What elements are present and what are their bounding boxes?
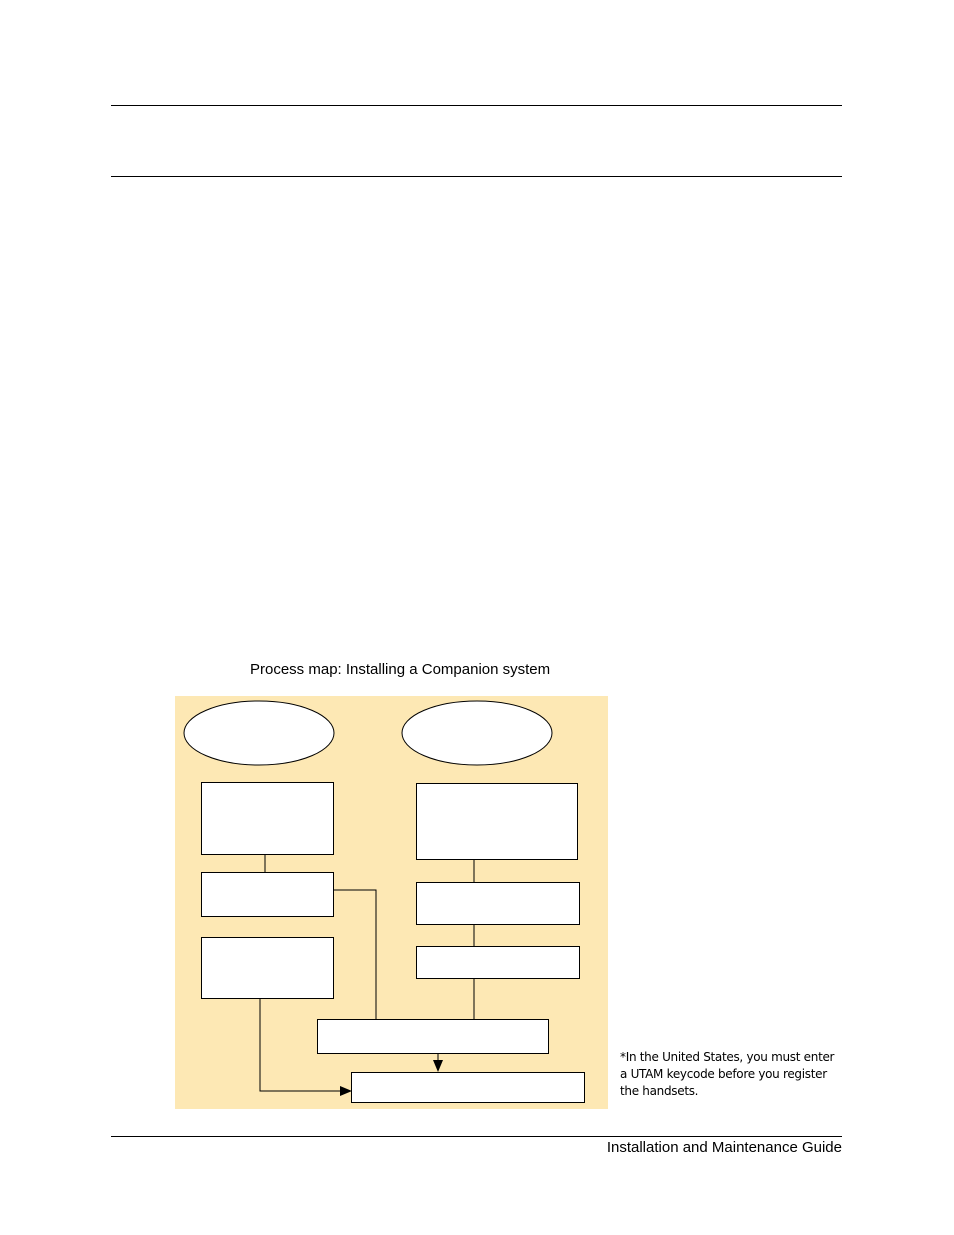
process-box-left-3 bbox=[202, 938, 334, 999]
start-oval-right bbox=[402, 701, 552, 765]
note-line: a UTAM keycode before you register bbox=[620, 1067, 827, 1081]
figure-caption: Process map: Installing a Companion system bbox=[250, 661, 551, 678]
process-box-final bbox=[352, 1073, 585, 1103]
process-box-left-2 bbox=[202, 873, 334, 917]
process-box-right-3 bbox=[417, 947, 580, 979]
start-oval-left bbox=[184, 701, 334, 765]
process-box-left-1 bbox=[202, 783, 334, 855]
process-box-right-1 bbox=[417, 784, 578, 860]
footer-guide-title: Installation and Maintenance Guide bbox=[606, 1139, 842, 1156]
note-line: the handsets. bbox=[620, 1084, 699, 1098]
process-box-merge bbox=[318, 1020, 549, 1054]
footer-rule bbox=[111, 1136, 842, 1137]
note-line: *In the United States, you must enter bbox=[620, 1050, 835, 1064]
process-box-right-2 bbox=[417, 883, 580, 925]
utam-note bbox=[620, 1049, 842, 1100]
